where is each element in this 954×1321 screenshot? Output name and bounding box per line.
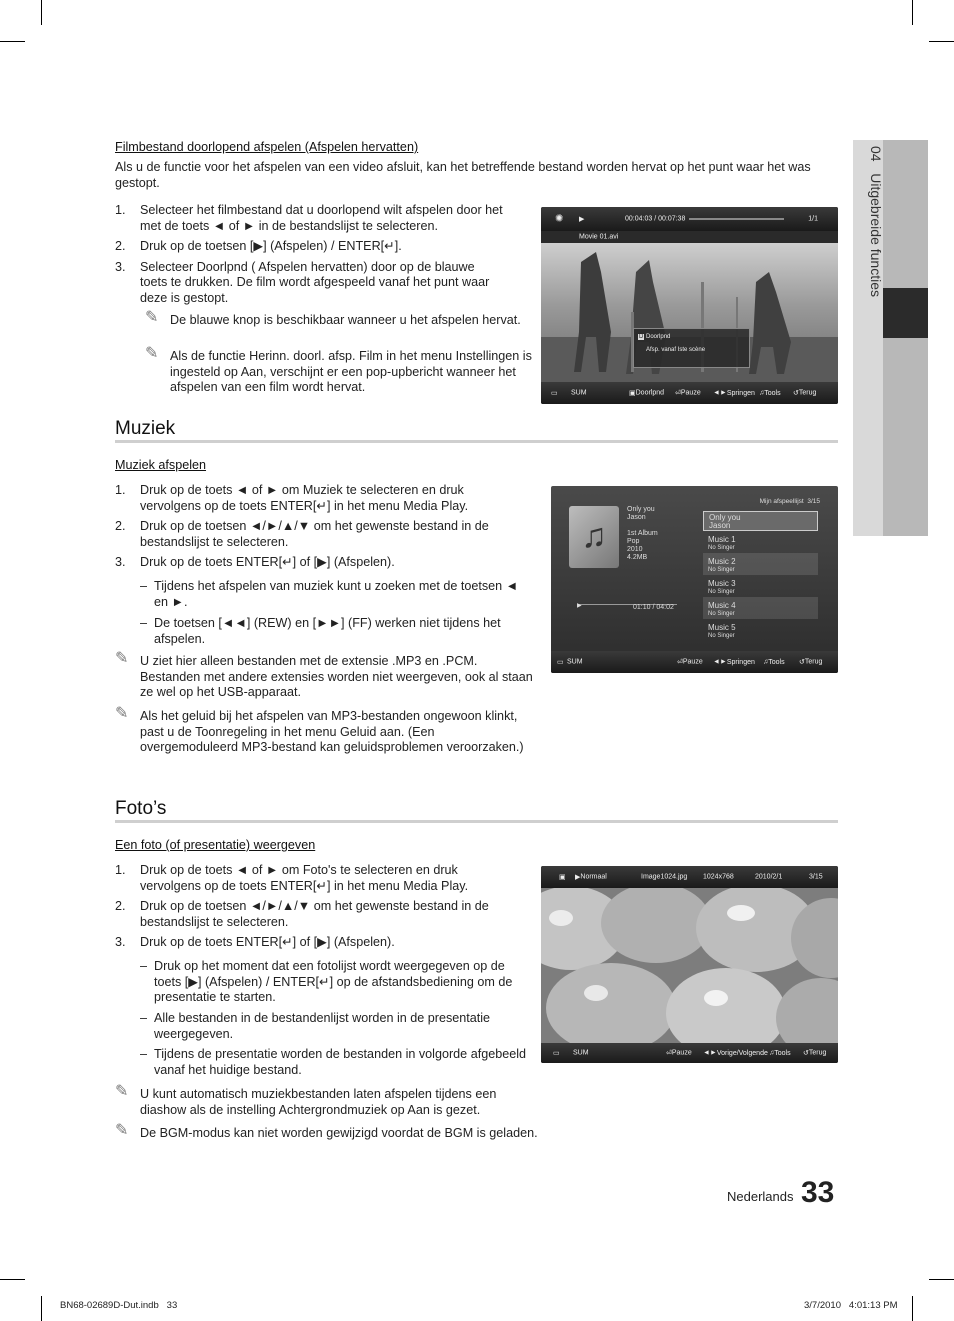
resume-popup xyxy=(633,328,750,368)
play-status-icon: ▶ xyxy=(579,216,585,223)
page-number: 33 xyxy=(801,1176,835,1209)
photo-icon: ▣ xyxy=(559,874,566,881)
btn-pauze: ⏎ Pauze xyxy=(675,389,701,397)
playlist-item-selected[interactable]: Only you Jason xyxy=(703,511,818,531)
note: ✎ U ziet hier alleen bestanden met de extensie .MP3 en .PCM. Bestanden met andere extensies worden niet weergeven, ook al staan ze wel op het USB-apparaat. xyxy=(115,650,533,700)
chapter-number: 04 xyxy=(868,146,884,162)
heading-music: Muziek xyxy=(115,418,176,439)
music-time: 01:10 / 04:02 xyxy=(633,604,674,611)
step: 3. Druk op de toets ENTER[↵] of [▶] (Afspelen). xyxy=(115,935,395,950)
dash-note: – De toetsen [◄◄] (REW) en [►►] (FF) werken niet tijdens het afspelen. xyxy=(140,616,501,646)
note: ✎ U kunt automatisch muziekbestanden laten afspelen tijdens een diashow als de instelling Achtergrondmuziek op Aan is gezet. xyxy=(115,1083,497,1117)
side-tab-grey-strip xyxy=(883,140,928,288)
apples-image xyxy=(541,888,838,1043)
photo-count: 3/15 xyxy=(809,873,823,881)
crop-mark xyxy=(912,1296,913,1321)
progress-bar xyxy=(689,218,784,220)
popup-text: Afsp. vanaf Iste scène xyxy=(646,347,706,353)
step: 3. Druk op de toets ENTER[↵] of [▶] (Afspelen). xyxy=(115,555,395,570)
step: 2. Druk op de toetsen [▶] (Afspelen) / ENTER[↵]. xyxy=(115,239,402,254)
print-file-info: BN68-02689D-Dut.indb 33 xyxy=(60,1300,178,1311)
photo-resolution: 1024x768 xyxy=(703,873,734,881)
blue-button-icon: D xyxy=(639,334,644,340)
subtitle-resume: Filmbestand doorlopend afspelen (Afspelen hervatten) xyxy=(115,140,419,154)
usb-device-icon: ▭ xyxy=(551,390,558,397)
heading-photos: Foto’s xyxy=(115,798,167,819)
video-count: 1/1 xyxy=(808,215,818,223)
note: ✎ Als de functie Herinn. doorl. afsp. Film in het menu Instellingen is ingesteld op Aan, verschijnt er een pop-upbericht wanneer het afspelen van een film wordt hervat. xyxy=(145,345,532,395)
btn-pauze: ⏎ Pauze xyxy=(677,658,703,666)
device-label: SUM xyxy=(571,389,587,397)
usb-device-icon: ▭ xyxy=(553,1050,560,1057)
dash-note: – Druk op het moment dat een fotolijst wordt weergegeven op de toets [▶] (Afspelen) / ENTER[↵] op de afstandsbediening om de presentatie te starten. xyxy=(140,959,513,1005)
video-steps xyxy=(115,203,505,312)
music-player-screenshot xyxy=(551,486,838,673)
photo-bottom-bar xyxy=(541,1043,838,1063)
btn-tools: ♫ Tools xyxy=(769,1049,791,1057)
btn-springen: ◄► Springen xyxy=(713,389,755,397)
photo-viewer-screenshot xyxy=(541,866,838,1063)
dash-note: – Alle bestanden in de bestandenlijst worden in de presentatie weergegeven. xyxy=(140,1011,491,1041)
device-label: SUM xyxy=(567,658,583,666)
video-player-screenshot xyxy=(541,207,838,404)
slideshow-mode: ▶ Normaal xyxy=(575,873,607,881)
btn-doorlpnd: ▣ Doorlpnd xyxy=(629,389,665,397)
music-bottom-bar xyxy=(551,651,838,673)
btn-tools: ♫ Tools xyxy=(759,389,781,397)
section-rule xyxy=(115,820,838,823)
playlist-item[interactable]: Music 5 No Singer xyxy=(708,623,736,639)
playlist-item[interactable]: Music 1 No Singer xyxy=(708,535,736,551)
btn-vorige-volgende: ◄► Vorige/Volgende xyxy=(703,1049,768,1057)
step: 1. Druk op de toets ◄ of ► om Muziek te selecteren en druk vervolgens op de toets ENTER[↵] in het menu Media Play. xyxy=(115,483,469,513)
footer-language: Nederlands xyxy=(727,1189,794,1204)
note-pen-icon: ✎ xyxy=(145,309,159,326)
btn-terug: ↺ Terug xyxy=(799,658,823,666)
btn-pauze: ⏎ Pauze xyxy=(666,1049,692,1057)
dash-note: – Tijdens de presentatie worden de bestanden in volgorde afgebeeld vanaf het huidige bestand. xyxy=(140,1047,527,1077)
video-top-bar xyxy=(541,207,838,231)
intro-resume: Als u de functie voor het afspelen van een video afsluit, kan het betreffende bestand worden hervat op het punt waar het was gestopt. xyxy=(115,160,811,190)
photo-steps xyxy=(115,863,520,956)
crop-mark xyxy=(0,1279,25,1280)
play-status-icon: ▶ xyxy=(577,603,582,609)
subtitle-music: Muziek afspelen xyxy=(115,458,207,472)
crop-mark xyxy=(41,1296,42,1321)
chapter-title: Uitgebreide functies xyxy=(868,173,884,297)
video-filename-bar xyxy=(541,231,838,243)
playlist xyxy=(703,511,818,641)
crop-mark xyxy=(929,41,954,42)
side-tab-grey-strip xyxy=(883,338,928,536)
note: ✎ De blauwe knop is beschikbaar wanneer u het afspelen hervat. xyxy=(145,309,521,327)
photo-frame-apples xyxy=(541,888,838,1043)
side-tab-active xyxy=(883,288,928,338)
note-pen-icon: ✎ xyxy=(145,345,159,362)
usb-device-icon: ▭ xyxy=(557,659,564,666)
btn-terug: ↺ Terug xyxy=(793,389,817,397)
step: 3. Selecteer Doorlpnd ( Afspelen hervatten) door op de blauwe toets te drukken. De film wordt afgespeeld vanaf het punt waar deze is gestopt. xyxy=(115,259,490,305)
music-steps xyxy=(115,483,505,576)
step: 2. Druk op de toetsen ◄/►/▲/▼ om het gewenste bestand in de bestandslijst te selecteren. xyxy=(115,519,489,549)
side-tab-label xyxy=(868,146,884,297)
photo-filename: Image1024.jpg xyxy=(641,873,688,881)
playlist-item[interactable]: Music 4 No Singer xyxy=(703,597,818,619)
crop-mark xyxy=(912,0,913,25)
device-label: SUM xyxy=(573,1049,589,1057)
note-pen-icon: ✎ xyxy=(115,1083,129,1100)
track-info: Only you Jason 1st Album Pop 2010 4.2MB xyxy=(627,506,658,561)
print-date: 3/7/2010 4:01:13 PM xyxy=(804,1300,898,1311)
btn-tools: ♫ Tools xyxy=(763,658,785,666)
playlist-item[interactable]: Music 3 No Singer xyxy=(708,579,736,595)
note: ✎ Als het geluid bij het afspelen van MP3-bestanden ongewoon klinkt, past u de Toonregeling in het menu Geluid aan. (Een overgemoduleerd MP3-bestand kan geluidsproblemen veroorzaken.) xyxy=(115,705,524,755)
playlist-item[interactable]: Music 2 No Singer xyxy=(703,553,818,575)
photo-date: 2010/2/1 xyxy=(755,873,783,881)
step: 1. Druk op de toets ◄ of ► om Foto's te selecteren en druk vervolgens op de toets ENTER[↵] in het menu Media Play. xyxy=(115,863,469,893)
dash-note: – Tijdens het afspelen van muziek kunt u zoeken met de toetsen ◄ en ►. xyxy=(140,579,519,609)
crop-mark xyxy=(0,41,25,42)
step: 1. Selecteer het filmbestand dat u doorlopend wilt afspelen door het met de toets ◄ of ► in de bestandslijst te selecteren. xyxy=(115,203,503,233)
video-filename: Movie 01.avi xyxy=(579,233,619,241)
album-art: ♫ xyxy=(569,506,619,568)
crop-mark xyxy=(929,1279,954,1280)
section-rule xyxy=(115,440,838,443)
playlist-header: Mijn afspeellijst 3/15 xyxy=(759,498,820,505)
video-bottom-bar xyxy=(541,382,838,404)
popup-title: Doorlpnd xyxy=(646,334,671,340)
subtitle-photos: Een foto (of presentatie) weergeven xyxy=(115,838,316,852)
note-pen-icon: ✎ xyxy=(115,1122,129,1139)
step: 2. Druk op de toetsen ◄/►/▲/▼ om het gewenste bestand in de bestandslijst te selecteren. xyxy=(115,899,489,929)
note: ✎ De BGM-modus kan niet worden gewijzigd voordat de BGM is geladen. xyxy=(115,1122,538,1140)
crop-mark xyxy=(41,0,42,25)
note-pen-icon: ✎ xyxy=(115,650,129,667)
photo-top-bar xyxy=(541,866,838,888)
film-reel-icon: ✺ xyxy=(555,213,564,225)
btn-terug: ↺ Terug xyxy=(803,1049,827,1057)
video-time: 00:04:03 / 00:07:38 xyxy=(625,215,686,223)
note-pen-icon: ✎ xyxy=(115,705,129,722)
btn-springen: ◄► Springen xyxy=(713,658,755,666)
